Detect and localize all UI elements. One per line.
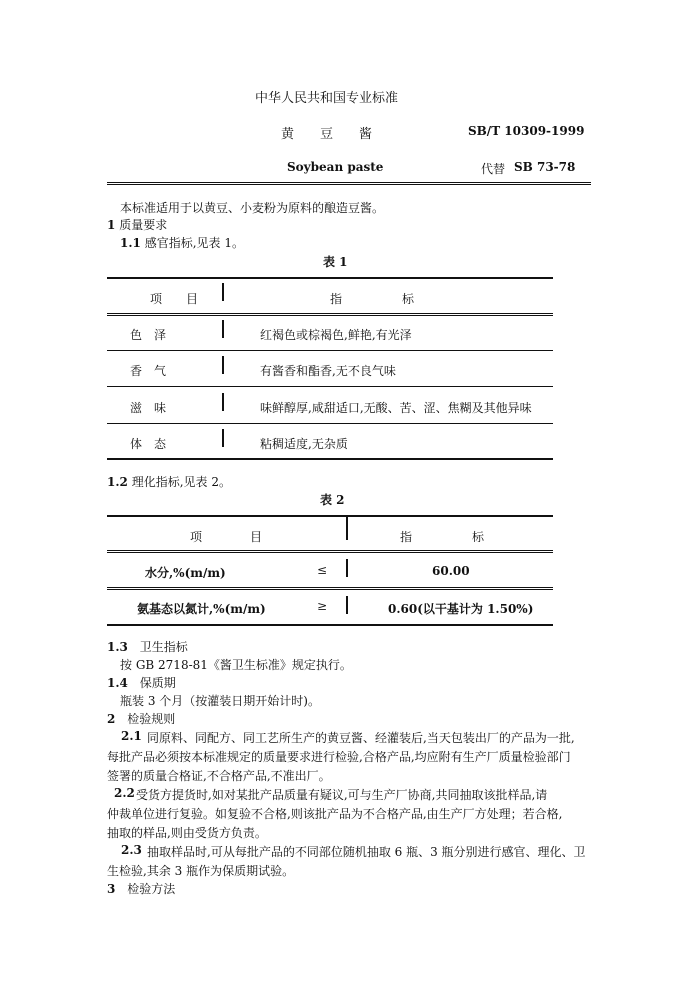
- table-1-row-4-value: 粘稠适度,无杂质: [260, 437, 348, 451]
- table-2-row-2-operator: ≥: [317, 599, 328, 613]
- column-divider: [346, 596, 348, 614]
- table-2-row-2-item: 氨基态以氮计,%(m/m): [137, 602, 266, 616]
- clause-number: 1.3: [107, 640, 128, 654]
- table-rule: [107, 550, 553, 551]
- clause-2-1-line-1: 同原料、同配方、同工艺所生产的黄豆酱、经灌装后,当天包装出厂的产品为一批,: [147, 731, 575, 745]
- table-2-row-1-operator: ≤: [317, 563, 328, 577]
- section-1-heading: [107, 216, 167, 233]
- section-number: 2: [107, 712, 116, 726]
- header-rule-top: [107, 182, 591, 183]
- clause-text: 感官指标,见表 1。: [144, 236, 244, 250]
- table-1-row-1-value: 红褐色或棕褐色,鲜艳,有光泽: [260, 328, 412, 342]
- standard-title-en: Soybean paste: [287, 160, 384, 174]
- section-title: 质量要求: [119, 218, 168, 232]
- table-rule: [107, 552, 553, 553]
- table-header-value: 指 标: [400, 530, 485, 544]
- table-rule: [107, 277, 553, 279]
- clause-1-2: [107, 473, 231, 490]
- replaces-label: 代替: [481, 162, 506, 176]
- table-2-row-1-value: 60.00: [432, 564, 470, 578]
- table-rule: [107, 587, 553, 588]
- table-2-caption: 表 2: [320, 493, 345, 507]
- clause-1-4-heading: [107, 674, 176, 691]
- table-1-row-2-value: 有酱香和酯香,无不良气味: [260, 364, 396, 378]
- column-divider: [346, 517, 348, 540]
- clause-title: 卫生指标: [139, 640, 188, 654]
- section-3-heading: [107, 880, 175, 897]
- issuing-body: 中华人民共和国专业标准: [255, 91, 399, 106]
- clause-2-3-number: 2.3: [121, 843, 142, 857]
- column-divider: [222, 429, 224, 447]
- table-1-row-2-item: 香 气: [130, 364, 167, 378]
- table-header-value: 指 标: [330, 292, 415, 306]
- column-divider: [222, 320, 224, 338]
- column-divider: [222, 356, 224, 374]
- scope-paragraph: 本标准适用于以黄豆、小麦粉为原料的酿造豆酱。: [120, 201, 385, 215]
- table-rule: [107, 386, 553, 387]
- standard-number: SB/T 10309-1999: [468, 124, 585, 138]
- section-2-heading: [107, 710, 175, 727]
- table-1-caption: 表 1: [323, 255, 348, 269]
- clause-1-1: [120, 234, 244, 251]
- clause-1-4-text: 瓶装 3 个月（按灌装日期开始计时)。: [120, 694, 320, 708]
- clause-2-1-line-2: 每批产品必须按本标准规定的质量要求进行检验,合格产品,均应附有生产厂质量检验部门: [107, 750, 571, 764]
- table-rule: [107, 315, 553, 316]
- table-rule: [107, 350, 553, 351]
- table-1-row-1-item: 色 泽: [130, 328, 167, 342]
- section-title: 检验规则: [127, 712, 176, 726]
- table-1-row-3-item: 滋 味: [130, 401, 167, 415]
- clause-2-2-line-3: 抽取的样品,则由受货方负责。: [107, 826, 267, 840]
- table-header-item: 项 目: [150, 292, 199, 306]
- clause-2-3-line-1: 抽取样品时,可从每批产品的不同部位随机抽取 6 瓶、3 瓶分别进行感官、理化、卫: [147, 845, 586, 859]
- table-rule: [107, 313, 553, 314]
- clause-1-3-heading: [107, 638, 188, 655]
- clause-text: 理化指标,见表 2。: [131, 475, 231, 489]
- column-divider: [346, 559, 348, 577]
- section-number: 1: [107, 218, 116, 232]
- clause-number: 1.2: [107, 475, 128, 489]
- table-rule: [107, 423, 553, 424]
- table-2-row-2-value: 0.60(以干基计为 1.50%): [388, 602, 534, 616]
- table-rule: [107, 589, 553, 590]
- replaced-standard-number: SB 73-78: [514, 160, 576, 174]
- column-divider: [222, 393, 224, 411]
- section-number: 3: [107, 882, 116, 896]
- clause-1-3-text: 按 GB 2718-81《酱卫生标准》规定执行。: [120, 658, 352, 672]
- clause-2-3-line-2: 生检验,其余 3 瓶作为保质期试验。: [107, 864, 295, 878]
- clause-title: 保质期: [139, 676, 176, 690]
- standard-title-cn: 黄 豆 酱: [281, 127, 373, 142]
- section-title: 检验方法: [127, 882, 176, 896]
- clause-2-1-line-3: 签署的质量合格证,不合格产品,不准出厂。: [107, 769, 331, 783]
- table-1-row-3-value: 味鲜醇厚,咸甜适口,无酸、苦、涩、焦糊及其他异味: [260, 401, 532, 415]
- header-rule-bottom: [107, 184, 591, 185]
- clause-number: 1.4: [107, 676, 128, 690]
- table-header-item: 项 目: [190, 530, 263, 544]
- table-rule: [107, 515, 553, 517]
- column-divider: [222, 283, 224, 301]
- clause-2-1-number: 2.1: [121, 729, 142, 743]
- table-rule: [107, 624, 553, 626]
- table-2-row-1-item: 水分,%(m/m): [145, 566, 226, 580]
- clause-2-2-number: 2.2: [114, 786, 135, 800]
- clause-2-2-line-2: 仲裁单位进行复验。如复验不合格,则该批产品为不合格产品,由生产厂方处理；若合格,: [107, 807, 563, 821]
- clause-number: 1.1: [120, 236, 141, 250]
- table-1-row-4-item: 体 态: [130, 437, 167, 451]
- clause-2-2-line-1: 受货方提货时,如对某批产品质量有疑议,可与生产厂协商,共同抽取该批样品,请: [136, 788, 548, 802]
- table-rule: [107, 458, 553, 460]
